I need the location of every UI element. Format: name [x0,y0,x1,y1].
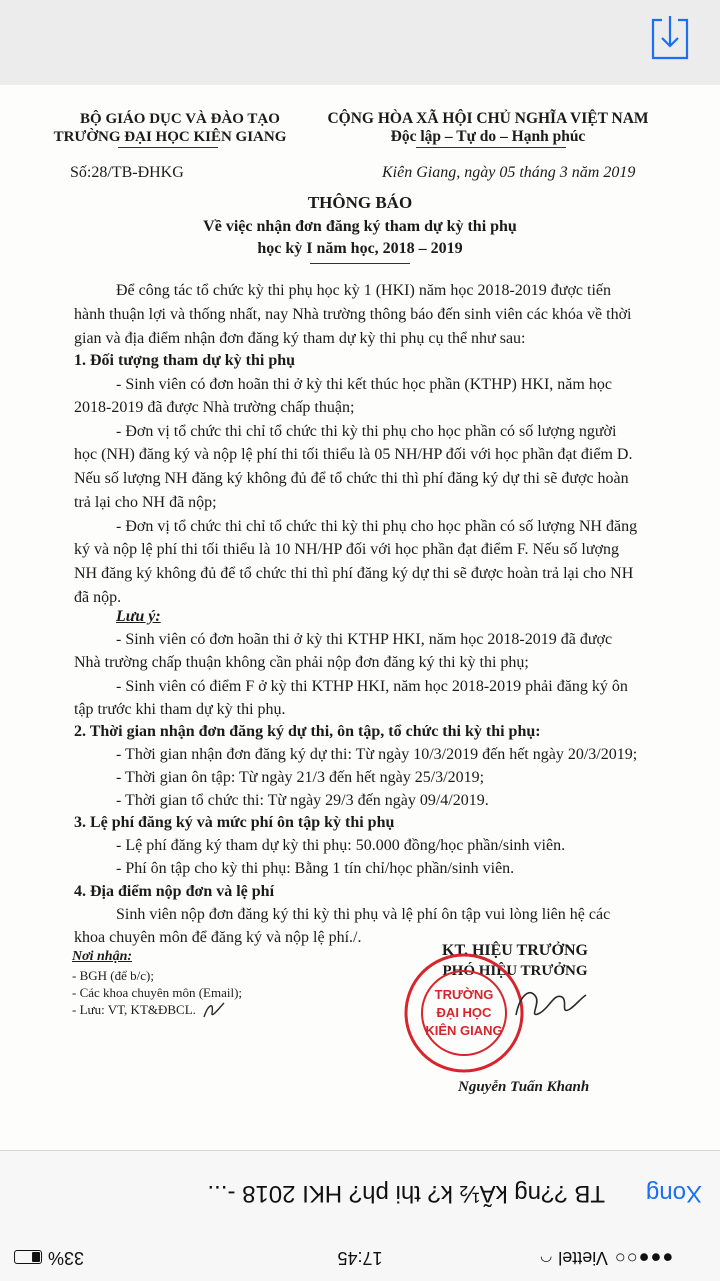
body-line: Để công tác tổ chức kỳ thi phụ học kỳ 1 (HKI) năm học 2018-2019 được tiến [116,282,612,299]
section-heading: 1. Đối tượng tham dự kỳ thi phụ [74,352,296,369]
note-heading: Lưu ý: [116,608,161,625]
document-title: TB ??ng kÃ½ k? thi ph? HKI 2018 -... [207,1180,605,1207]
body-line: tập trước khi tham dự kỳ thi phụ. [74,701,286,718]
body-line: học (NH) đăng ký và nộp lệ phí thi tối thiểu là 05 NH/HP đối với học phần đạt điểm D. [74,446,633,463]
document-content [0,85,720,1150]
body-line: - Thời gian ôn tập: Từ ngày 21/3 đến hết ngày 25/3/2019; [116,769,485,786]
official-seal [402,951,526,1075]
document-subject-line-2: học kỳ I năm học, 2018 – 2019 [257,240,463,257]
body-line: gian và địa điểm nhận đơn đăng ký tham dự kỳ thi phụ cụ thể như sau: [74,330,526,347]
body-line: NH đăng ký không đủ để tổ chức thi thì phí đăng ký dự thi sẽ được hoàn trả lại cho NH [74,565,634,582]
battery-icon [14,1251,42,1265]
body-line: khoa chuyên môn để đăng ký và nộp lệ phí./. [74,929,362,946]
title-row [0,1151,720,1225]
carrier-group [540,1247,673,1268]
section-heading: 3. Lệ phí đăng ký và mức phí ôn tập kỳ thi phụ [74,814,395,831]
seal-text: KIÊN GIANG [425,1023,503,1038]
body-line: - Thời gian nhận đơn đăng ký dự thi: Từ ngày 10/3/2019 đến hết ngày 20/3/2019; [116,746,638,763]
initials-mark [200,995,230,1025]
recipient-item: - BGH (để b/c); [72,968,154,983]
done-button[interactable]: Xong [645,1180,702,1207]
battery-group [14,1247,84,1268]
seal-text: ĐẠI HỌC [436,1005,492,1020]
handwritten-signature [510,975,590,1035]
header-divider-left [118,147,218,148]
document-subject-line-1: Về việc nhận đơn đăng ký tham dự kỳ thi phụ [203,218,517,235]
battery-percent: 33% [48,1248,85,1268]
header-divider-right [416,147,566,148]
body-line: Sinh viên nộp đơn đăng ký thi kỳ thi phụ và lệ phí ôn tập vui lòng liên hệ các [116,906,611,923]
signer-name: Nguyễn Tuấn Khanh [458,1079,590,1095]
recipient-item: - Lưu: VT, KT&ĐBCL. [72,1002,196,1017]
body-line: - Đơn vị tổ chức thi chỉ tổ chức thi kỳ thi phụ cho học phần có số lượng NH đăng [116,518,638,535]
recipient-item: - Các khoa chuyên môn (Email); [72,985,243,1000]
viewer-bottom-bar [0,1150,720,1281]
body-line: đã nộp. [74,589,122,606]
carrier-name: Viettel [558,1248,608,1268]
ministry-name: BỘ GIÁO DỤC VÀ ĐÀO TẠO [80,111,280,127]
document-page [0,85,720,1150]
viewer-top-bar [0,0,720,86]
republic-name: CỘNG HÒA XÃ HỘI CHỦ NGHĨA VIỆT NAM [327,110,649,127]
wifi-icon: ◠ [540,1250,553,1266]
section-heading: 4. Địa điểm nộp đơn và lệ phí [74,883,275,900]
recipients-title: Nơi nhận: [72,949,133,964]
status-bar [0,1231,720,1281]
body-line: Nếu số lượng NH đăng ký không đủ để tổ chức thi thì phí đăng ký dự thi sẽ được hoàn [74,470,629,487]
seal-text: TRƯỜNG [434,987,494,1002]
signer-title-1: KT. HIỆU TRƯỞNG [442,942,588,959]
section-heading: 2. Thời gian nhận đơn đăng ký dự thi, ôn tập, tổ chức thi kỳ thi phụ: [74,723,541,740]
body-line: 2018-2019 đã được Nhà trường chấp thuận; [74,399,355,416]
university-name: TRƯỜNG ĐẠI HỌC KIÊN GIANG [53,129,287,145]
signal-icon: ●●●○○ [613,1248,674,1268]
clock: 17:45 [337,1248,383,1268]
body-line: trả lại cho NH đã nộp; [74,494,217,511]
signer-title-2: PHÓ HIỆU TRƯỞNG [442,963,588,979]
document-number: Số:28/TB-ĐHKG [70,164,184,181]
body-line: - Phí ôn tập cho kỳ thi phụ: Bằng 1 tín chỉ/học phần/sinh viên. [116,860,515,877]
download-icon[interactable] [650,14,690,62]
body-line: - Sinh viên có đơn hoãn thi ở kỳ thi kết thúc học phần (KTHP) HKI, năm học [116,376,612,393]
body-line: Nhà trường chấp thuận không cần phải nộp đơn đăng ký thi kỳ thi phụ; [74,654,529,671]
body-line: - Sinh viên có điểm F ở kỳ thi KTHP HKI, năm học 2018-2019 phải đăng ký ôn [116,678,628,695]
body-line: - Đơn vị tổ chức thi chỉ tổ chức thi kỳ thi phụ cho học phần có số lượng người [116,423,617,440]
body-line: - Sinh viên có đơn hoãn thi ở kỳ thi KTHP HKI, năm học 2018-2019 đã được [116,631,613,648]
body-line: - Lệ phí đăng ký tham dự kỳ thi phụ: 50.000 đồng/học phần/sinh viên. [116,837,566,854]
subject-divider [310,263,410,264]
body-line: hành thuận lợi và thống nhất, nay Nhà trường thông báo đến sinh viên các khóa về thời [74,306,632,323]
motto: Độc lập – Tự do – Hạnh phúc [390,128,586,145]
document-heading: THÔNG BÁO [307,193,413,212]
place-date: Kiên Giang, ngày 05 tháng 3 năm 2019 [382,164,636,181]
body-line: ký và nộp lệ phí thi tối thiểu là 10 NH/HP đối với học phần đạt điểm F. Nếu số lượng [74,541,619,558]
body-line: - Thời gian tổ chức thi: Từ ngày 29/3 đến ngày 09/4/2019. [116,792,489,809]
